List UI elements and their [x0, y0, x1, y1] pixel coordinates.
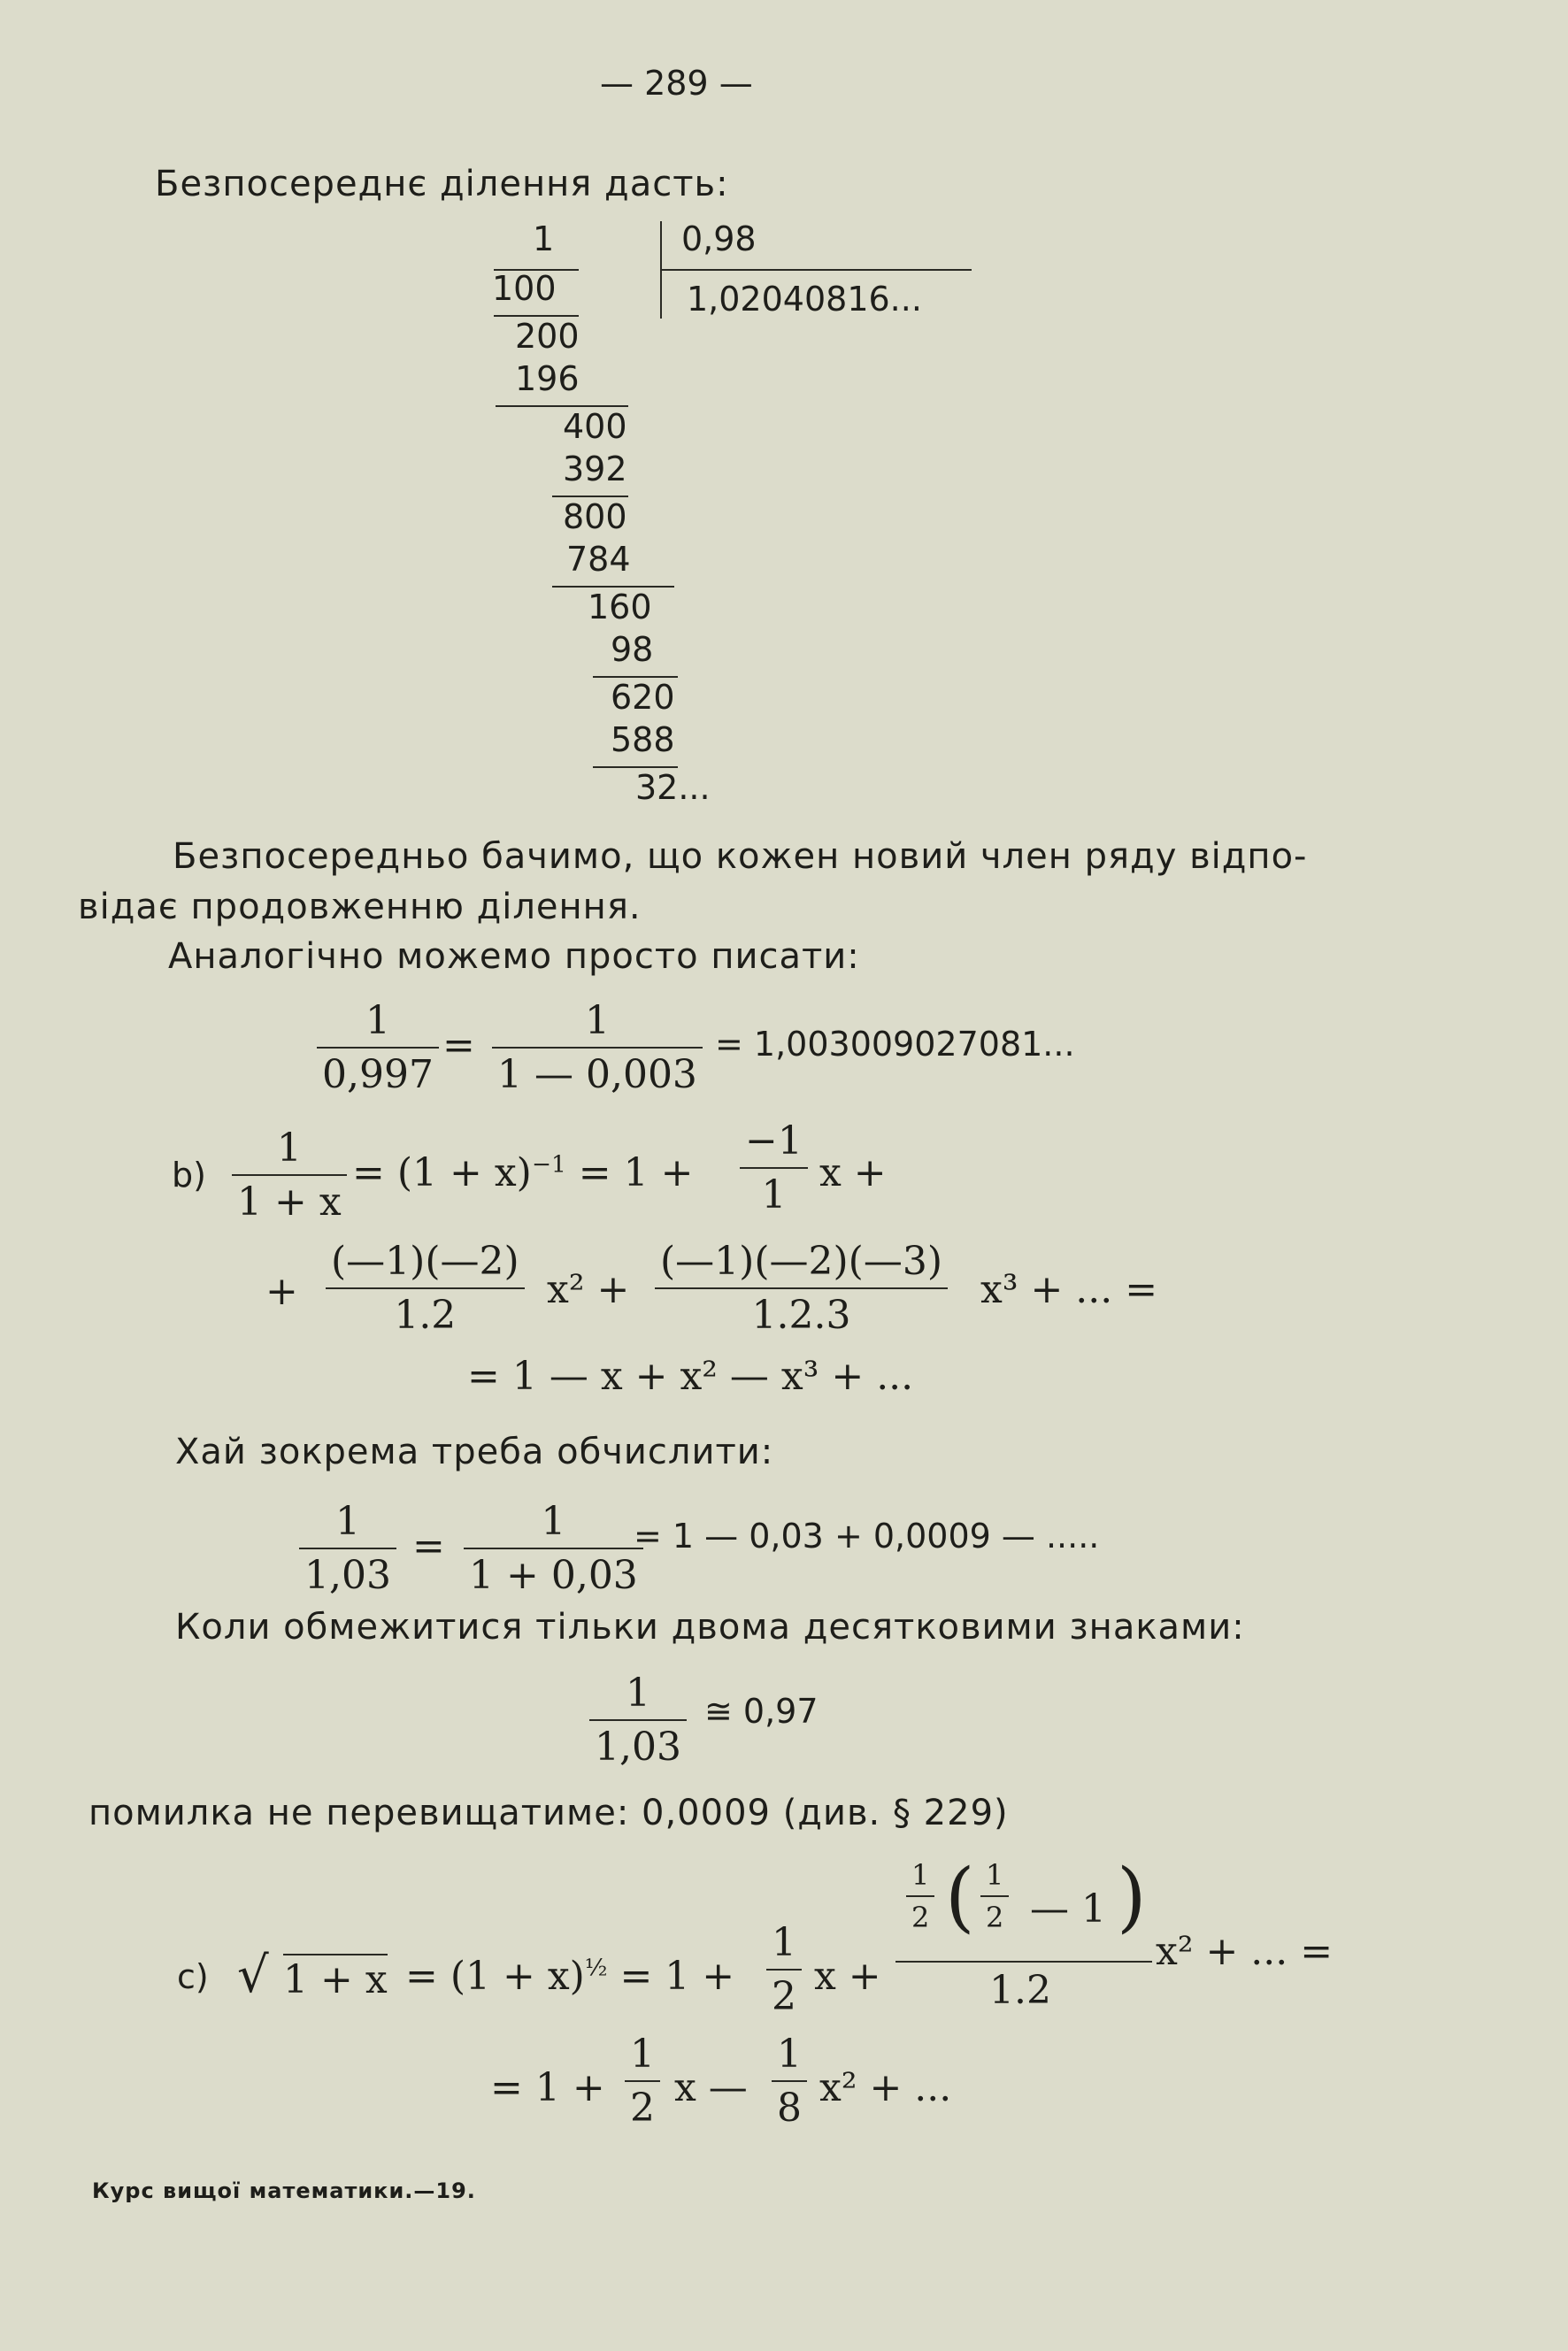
eq-c-exponent: ½ — [584, 1954, 608, 1982]
fraction-bar — [772, 2080, 807, 2082]
eq3-denominator: 1,03 — [595, 1725, 681, 1770]
eq-b-label: b) — [172, 1156, 206, 1195]
eq-c-big-half — [906, 1858, 934, 1934]
eq-c-coefficient — [766, 1920, 802, 2019]
fraction-bar — [655, 1287, 948, 1289]
division-quotient: 1,02040816... — [687, 280, 922, 319]
left-paren-icon: ( — [945, 1853, 975, 1941]
eq-c-binomial — [405, 1954, 734, 1999]
paragraph-1-line-1: Безпосередньо бачимо, що кожен новий член ряду відпо- — [173, 836, 1308, 877]
division-step: 620 — [611, 678, 675, 717]
division-dividend: 1 — [533, 219, 555, 258]
eq1-left-fraction — [317, 998, 439, 1097]
eq-c2-f2-denominator: 8 — [777, 2086, 802, 2131]
intro-division-text: Безпосереднє ділення дасть: — [155, 164, 729, 204]
eq-c-tail: x² + ... = — [1156, 1929, 1334, 1974]
division-step: 392 — [563, 449, 627, 488]
eq-b-fraction — [232, 1126, 347, 1225]
fraction-bar — [492, 1047, 703, 1049]
eq1-right-numerator: 1 — [584, 998, 610, 1043]
division-step: 160 — [588, 588, 652, 626]
eq-c-big-half-den: 2 — [911, 1901, 930, 1934]
eq-b2-f1-denominator: 1.2 — [394, 1293, 457, 1338]
eq-b3: = 1 — x + x² — x³ + ... — [467, 1354, 914, 1399]
division-step: 588 — [611, 720, 675, 759]
eq-b2-tail: x³ + ... = — [980, 1267, 1158, 1312]
eq-b2-x2-plus: x² + — [547, 1267, 630, 1312]
fraction-bar — [895, 1961, 1152, 1963]
eq3-fraction — [589, 1671, 687, 1770]
fraction-bar — [299, 1548, 396, 1549]
eq-c2-f1-denominator: 2 — [630, 2086, 655, 2131]
eq-b-one-plus: = 1 + — [578, 1150, 694, 1195]
eq1-left-numerator: 1 — [365, 998, 390, 1043]
fraction-bar — [464, 1548, 643, 1549]
fraction-bar — [766, 1969, 802, 1971]
eq-b-x-plus: x + — [819, 1150, 887, 1195]
division-step: 200 — [515, 317, 580, 356]
paragraph-1-line-2: відає продовженню ділення. — [78, 887, 642, 927]
eq-c2-f2-numerator: 1 — [777, 2032, 802, 2077]
fraction-bar — [326, 1287, 525, 1289]
eq-b2-f2-numerator: (—1)(—2)(—3) — [660, 1239, 942, 1284]
eq-c-coeff-numerator: 1 — [772, 1920, 796, 1965]
eq-c-big-half-num: 1 — [911, 1858, 930, 1892]
eq-b-coefficient — [740, 1118, 808, 1218]
division-step: 800 — [563, 497, 627, 536]
eq-c-inner-den: 2 — [986, 1901, 1004, 1934]
eq-c2-x-minus: x — — [674, 2065, 748, 2110]
eq-c-label: c) — [177, 1957, 209, 1996]
eq-c2-f1-numerator: 1 — [630, 2032, 655, 2077]
eq-c-big-denominator: 1.2 — [989, 1968, 1051, 2013]
footer-signature: Курс вищої математики.—19. — [92, 2178, 476, 2203]
eq-c-inner-fraction — [980, 1858, 1009, 1934]
eq-b-numerator: 1 — [276, 1126, 302, 1171]
fraction-bar — [980, 1895, 1009, 1897]
paragraph-2: Аналогічно можемо просто писати: — [168, 936, 860, 977]
fraction-bar — [625, 2080, 660, 2082]
division-step: 784 — [566, 540, 631, 579]
division-step: 98 — [611, 630, 654, 669]
eq-b2-f2-denominator: 1.2.3 — [751, 1293, 851, 1338]
page-number: — 289 — — [600, 64, 753, 103]
eq3-result: ≅ 0,97 — [704, 1692, 819, 1731]
eq2-left-fraction — [299, 1499, 396, 1598]
fraction-bar — [740, 1167, 808, 1169]
eq1-right-denominator: 1 — 0,003 — [497, 1052, 697, 1097]
division-divisor: 0,98 — [681, 219, 757, 258]
eq2-right-fraction — [464, 1499, 643, 1598]
division-step: 400 — [563, 407, 627, 446]
eq1-right-fraction — [492, 998, 703, 1097]
eq-b-binomial-base: = (1 + x) — [352, 1150, 532, 1195]
eq-c-minus-one: — 1 — [1030, 1886, 1106, 1932]
eq-b2-f1-numerator: (—1)(—2) — [331, 1239, 519, 1284]
eq1-left-denominator: 0,997 — [322, 1052, 434, 1097]
eq-c-sqrt-sign: √ — [237, 1947, 269, 2004]
right-paren-icon: ) — [1117, 1853, 1147, 1941]
eq-b2-fraction-2 — [655, 1239, 948, 1338]
eq2-left-numerator: 1 — [334, 1499, 360, 1544]
eq2-right-numerator: 1 — [541, 1499, 566, 1544]
division-step: 32... — [635, 768, 711, 807]
eq-b2-plus: + — [265, 1269, 298, 1314]
fraction-bar — [317, 1047, 439, 1049]
eq-c-radicand: 1 + x — [283, 1954, 388, 2002]
eq-c-binomial-base: = (1 + x) — [405, 1954, 585, 1999]
eq2-equals: = — [412, 1524, 445, 1569]
eq1-result: = 1,003009027081... — [715, 1025, 1075, 1064]
eq1-equals: = — [442, 1023, 475, 1068]
paragraph-4: Коли обмежитися тільки двома десятковими знаками: — [175, 1607, 1245, 1648]
eq-b-binomial — [352, 1150, 693, 1195]
paragraph-5: помилка не перевищатиме: 0,0009 (див. § 229) — [88, 1793, 1009, 1833]
division-divisor-line — [660, 269, 972, 271]
eq-b-denominator: 1 + x — [237, 1179, 342, 1225]
eq2-right-denominator: 1 + 0,03 — [469, 1553, 638, 1598]
eq-c2-lead: = 1 + — [490, 2065, 605, 2110]
eq-c-x-plus: x + — [814, 1954, 881, 1999]
eq-c2-fraction-2 — [772, 2032, 807, 2131]
eq3-numerator: 1 — [625, 1671, 650, 1716]
eq-c-coeff-denominator: 2 — [772, 1974, 796, 2019]
eq-b-coeff-numerator: −1 — [745, 1118, 803, 1164]
fraction-bar — [906, 1895, 934, 1897]
eq-b2-fraction-1 — [326, 1239, 525, 1338]
fraction-bar — [589, 1719, 687, 1721]
eq-c2-fraction-1 — [625, 2032, 660, 2131]
division-step: 100 — [492, 269, 557, 308]
eq-c-one-plus: = 1 + — [619, 1954, 735, 1999]
division-step: 196 — [515, 359, 580, 398]
eq-b-exponent: −1 — [531, 1150, 566, 1179]
eq-b-coeff-denominator: 1 — [761, 1172, 787, 1218]
eq-c2-tail: x² + ... — [819, 2065, 952, 2110]
paragraph-3: Хай зокрема треба обчислити: — [175, 1432, 774, 1472]
eq-c-inner-num: 1 — [986, 1858, 1004, 1892]
eq2-result: = 1 — 0,03 + 0,0009 — ..... — [634, 1517, 1100, 1556]
eq2-left-denominator: 1,03 — [304, 1553, 391, 1598]
fraction-bar — [232, 1174, 347, 1176]
